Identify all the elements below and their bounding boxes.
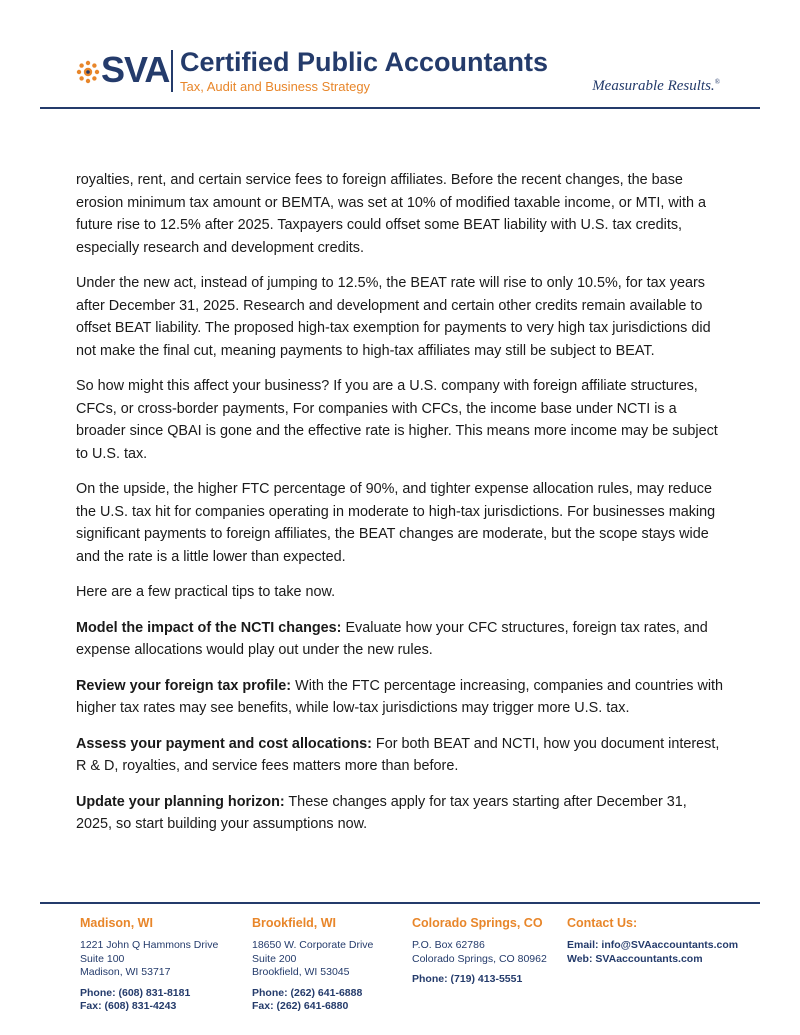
- tip-lead: Update your planning horizon:: [76, 793, 285, 810]
- page-footer: [0, 905, 800, 1035]
- office-colorado-springs: [412, 915, 547, 987]
- contact-us: [567, 915, 738, 966]
- office-city: Brookfield, WI: [252, 916, 337, 930]
- fax-number: Fax: (608) 831-4243: [80, 1000, 177, 1012]
- address-line: Brookfield, WI 53045: [252, 966, 350, 978]
- address-line: Suite 100: [80, 952, 125, 965]
- address-line: Madison, WI 53717: [80, 966, 171, 978]
- slogan: [592, 78, 720, 95]
- office-madison: [80, 915, 218, 1014]
- sunburst-logo-icon: [76, 60, 100, 84]
- tip-lead: Model the impact of the NCTI changes:: [76, 619, 342, 636]
- header-rule: [40, 107, 760, 109]
- logo-wordmark: SVA: [101, 49, 170, 90]
- office-brookfield: [252, 915, 373, 1014]
- tip-paragraph: [76, 617, 726, 662]
- fax-number: Fax: (262) 641-6880: [252, 1000, 349, 1012]
- tip-lead: Review your foreign tax profile:: [76, 677, 292, 694]
- tip-text: These changes apply for tax years starting after December 31, 2025, so start building your assumptions now.: [76, 793, 687, 832]
- paragraph-text: On the upside, the higher FTC percentage of 90%, and tighter expense allocation rules, may reduce the U.S. tax hit for companies operating in moderate to high-tax jurisdictions. For businesses making significant payments to foreign affiliates, the BEAT changes are moderate, but the scope stays wide and the rate is a little lower than expected.: [76, 481, 716, 565]
- registered-mark: ®: [714, 78, 720, 86]
- article-body: [76, 169, 726, 849]
- paragraph-text: Here are a few practical tips to take now.: [76, 584, 336, 600]
- firm-tagline: Tax, Audit and Business Strategy: [180, 79, 371, 94]
- paragraph: [76, 375, 726, 465]
- footer-rule: [40, 902, 760, 904]
- address-line: Colorado Springs, CO 80962: [412, 952, 547, 965]
- firm-title: Certified Public Accountants: [180, 47, 549, 77]
- paragraph: [76, 169, 726, 259]
- contact-title: Contact Us:: [567, 916, 638, 930]
- phone-number: Phone: (608) 831-8181: [80, 986, 191, 999]
- paragraph-text: Under the new act, instead of jumping to 12.5%, the BEAT rate will rise to only 10.5%, for tax years after December 31, 2025. Research and development and certain other credits remain available to offset BEAT liability. The proposed high-tax exemption for payments to very high tax jurisdictions did not make the final cut, meaning payments to high-tax affiliates may still be subject to BEAT.: [76, 275, 711, 359]
- tip-paragraph: [76, 733, 726, 778]
- phone-number: Phone: (719) 413-5551: [412, 973, 523, 985]
- tip-text: With the FTC percentage increasing, companies and countries with higher tax rates may see benefits, while low-tax jurisdictions may trigger more U.S. tax.: [76, 677, 724, 716]
- web-link[interactable]: Web: SVAaccountants.com: [567, 952, 703, 965]
- tip-paragraph: [76, 675, 726, 720]
- address-line: Suite 200: [252, 952, 297, 965]
- address-line: P.O. Box 62786: [412, 939, 485, 951]
- phone-number: Phone: (262) 641-6888: [252, 986, 363, 999]
- email-link[interactable]: Email: info@SVAaccountants.com: [567, 939, 739, 951]
- address-line: 18650 W. Corporate Drive: [252, 939, 374, 951]
- tip-text: For both BEAT and NCTI, how you document interest, R & D, royalties, and service fees matters more than before.: [76, 735, 720, 774]
- paragraph: [76, 478, 726, 568]
- office-city: Madison, WI: [80, 916, 153, 930]
- logo-divider: [171, 50, 173, 92]
- tip-lead: Assess your payment and cost allocations:: [76, 735, 372, 752]
- address-line: 1221 John Q Hammons Drive: [80, 939, 219, 951]
- paragraph-text: royalties, rent, and certain service fees to foreign affiliates. Before the recent changes, the base erosion minimum tax amount or BEMTA, was set at 10% of modified taxable income, or MTI, with a future rise to 12.5% after 2025. Taxpayers could offset some BEAT liability with U.S. tax credits, especially research and development credits.: [76, 172, 706, 256]
- paragraph-text: So how might this affect your business? If you are a U.S. company with foreign affiliate structures, CFCs, or cross-border payments, For companies with CFCs, the income base under NCTI is a broader since QBAI is gone and the effective rate is higher. This means more income may be subject to U.S. tax.: [76, 378, 718, 462]
- tip-paragraph: [76, 791, 726, 836]
- office-city: Colorado Springs, CO: [412, 916, 543, 930]
- paragraph: [76, 581, 726, 604]
- page-header: [0, 0, 800, 110]
- slogan-text: Measurable Results.: [592, 78, 715, 94]
- paragraph: [76, 272, 726, 362]
- tip-text: Evaluate how your CFC structures, foreign tax rates, and expense allocations would play out under the new rules.: [76, 619, 708, 658]
